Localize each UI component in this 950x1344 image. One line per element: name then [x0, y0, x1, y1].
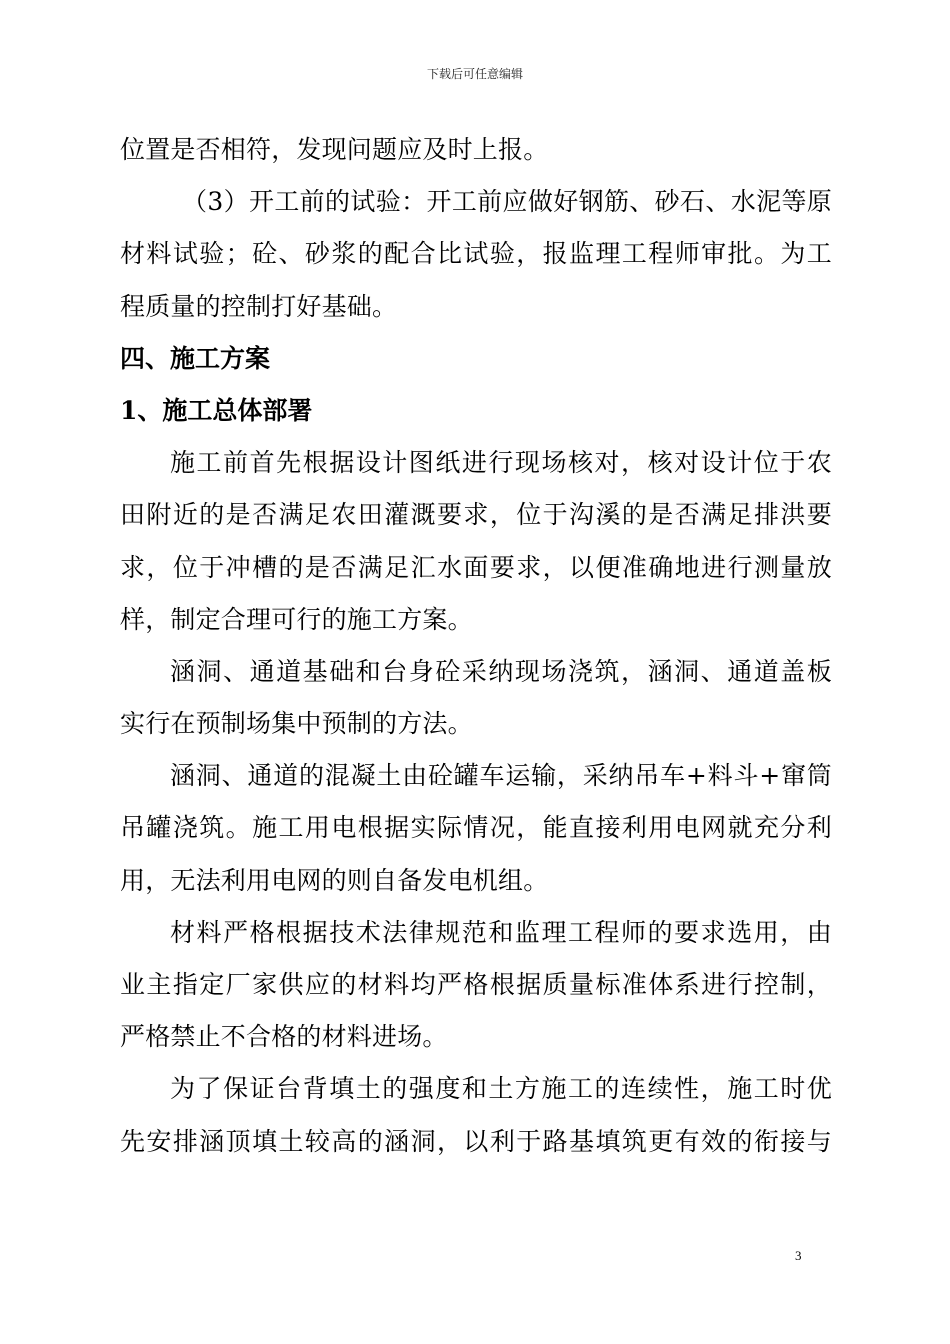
paragraph-line: 吊罐浇筑。施工用电根据实际情况，能直接利用电网就充分利 — [120, 813, 832, 843]
paragraph-line: 样，制定合理可行的施工方案。 — [120, 604, 473, 634]
paragraph-line: 材料严格根据技术法律规范和监理工程师的要求选用，由 — [170, 917, 832, 947]
paragraph-line: 施工前首先根据设计图纸进行现场核对，核对设计位于农 — [170, 448, 832, 478]
paragraph-line: 涵洞、通道基础和台身砼采纳现场浇筑，涵洞、通道盖板 — [170, 656, 832, 686]
subsection-heading: 1、施工总体部署 — [120, 395, 313, 425]
paragraph-line: 求，位于冲槽的是否满足汇水面要求，以便准确地进行测量放 — [120, 552, 832, 582]
page-number: 3 — [795, 1248, 802, 1263]
paragraph-line: 用，无法利用电网的则自备发电机组。 — [120, 865, 549, 895]
paragraph-line: 为了保证台背填土的强度和土方施工的连续性，施工时优 — [170, 1074, 832, 1104]
paragraph-line: 位置是否相符，发现问题应及时上报。 — [120, 135, 549, 164]
paragraph-line: 业主指定厂家供应的材料均严格根据质量标准体系进行控制， — [120, 970, 832, 999]
paragraph-line: 田附近的是否满足农田灌溉要求，位于沟溪的是否满足排洪要 — [120, 500, 832, 530]
paragraph-line: （3）开工前的试验：开工前应做好钢筋、砂石、水泥等原 — [182, 187, 832, 217]
paragraph-line: 涵洞、通道的混凝土由砼罐车运输，采纳吊车+料斗+窜筒 — [170, 761, 832, 791]
section-heading: 四、施工方案 — [120, 343, 271, 373]
document-body — [120, 124, 832, 1168]
paragraph-line: 先安排涵顶填土较高的涵洞，以利于路基填筑更有效的衔接与 — [120, 1126, 832, 1156]
paragraph-line: 材料试验；砼、砂浆的配合比试验，报监理工程师审批。为工 — [120, 239, 832, 269]
paragraph-line: 实行在预制场集中预制的方法。 — [120, 709, 473, 739]
paragraph-line: 严格禁止不合格的材料进场。 — [120, 1022, 448, 1052]
paragraph-line: 程质量的控制打好基础。 — [120, 291, 398, 321]
page-header-note: 下载后可任意编辑 — [426, 67, 523, 81]
